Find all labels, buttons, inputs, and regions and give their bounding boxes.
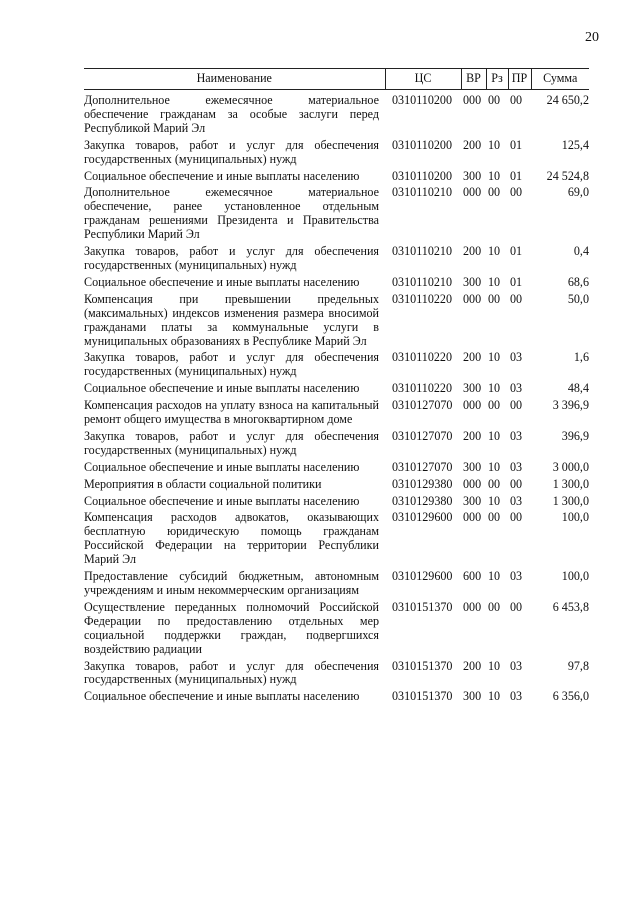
header-name: Наименование [84,69,385,90]
row-pr: 03 [510,493,523,508]
table-row [84,136,589,167]
header-vr: ВР [461,69,486,90]
row-cs: 0310151370 [392,689,453,704]
row-pr: 01 [510,274,523,289]
row-cs: 0310110200 [392,93,453,107]
row-pr: 00 [510,185,523,200]
row-name: Мероприятия в области социальной политики [84,476,322,491]
page-number: 20 [585,30,599,45]
row-pr: 01 [510,137,523,152]
row-vr: 200 [463,658,482,673]
row-rz: 10 [488,428,501,443]
row-sum: 97,8 [567,658,589,673]
row-vr: 600 [463,569,482,584]
table-row [84,348,589,379]
row-rz: 00 [488,510,501,525]
row-name: Социальное обеспечение и иные выплаты населению [84,381,360,396]
row-pr: 00 [510,398,523,413]
row-sum: 68,6 [567,274,589,289]
table-row [84,508,589,567]
row-pr: 03 [510,459,523,474]
row-cs: 0310110200 [392,168,453,183]
table-row [84,657,589,688]
row-pr: 03 [510,658,523,673]
row-pr: 00 [510,291,523,306]
budget-table [84,68,589,704]
table-row [84,396,589,427]
row-pr: 00 [510,93,523,107]
row-name: Социальное обеспечение и иные выплаты населению [84,689,360,704]
row-cs: 0310151370 [392,658,453,673]
row-name: Предоставление субсидий бюджетным, автономным учреждениям и иным некоммерческим организациям [84,569,379,597]
row-rz: 10 [488,244,501,259]
row-cs: 0310110210 [392,185,453,200]
header-rz: Рз [486,69,508,90]
table-header-row [84,69,589,90]
table-row [84,167,589,184]
row-vr: 000 [463,476,482,491]
row-name: Социальное обеспечение и иные выплаты населению [84,274,360,289]
row-sum: 125,4 [561,137,589,152]
row-sum: 3 000,0 [552,459,589,474]
row-sum: 100,0 [561,510,589,525]
table-row [84,427,589,458]
row-sum: 24 650,2 [546,93,589,107]
table-row [84,567,589,598]
row-cs: 0310110220 [392,381,453,396]
row-sum: 50,0 [567,291,589,306]
row-pr: 00 [510,510,523,525]
table-row [84,242,589,273]
row-cs: 0310127070 [392,428,453,443]
row-cs: 0310110210 [392,244,453,259]
row-sum: 48,4 [567,381,589,396]
row-rz: 10 [488,459,501,474]
row-sum: 0,4 [573,244,589,259]
table-body [84,90,589,705]
row-sum: 69,0 [567,185,589,200]
row-rz: 00 [488,93,501,107]
row-rz: 10 [488,137,501,152]
row-vr: 000 [463,599,482,614]
row-rz: 10 [488,658,501,673]
row-vr: 300 [463,459,482,474]
row-pr: 03 [510,689,523,704]
row-name: Осуществление переданных полномочий Российской Федерации по предоставлению отдельных мер социальной поддержки граждан, подвергшихся воздействию радиации [84,599,379,656]
row-rz: 00 [488,291,501,306]
table-row [84,492,589,509]
row-vr: 300 [463,493,482,508]
row-rz: 10 [488,350,501,365]
row-rz: 00 [488,398,501,413]
row-vr: 200 [463,244,482,259]
row-cs: 0310110220 [392,350,453,365]
row-pr: 03 [510,381,523,396]
table-row [84,458,589,475]
row-pr: 03 [510,569,523,584]
row-name: Компенсация расходов адвокатов, оказывающих бесплатную юридическую помощь гражданам Российской Федерации на территории Республики Марий Эл [84,510,379,567]
row-vr: 000 [463,93,482,107]
row-sum: 396,9 [561,428,589,443]
row-name: Закупка товаров, работ и услуг для обеспечения государственных (муниципальных) нужд [84,137,379,166]
row-vr: 200 [463,350,482,365]
row-cs: 0310127070 [392,459,453,474]
table-row [84,290,589,349]
row-cs: 0310127070 [392,398,453,413]
row-rz: 10 [488,381,501,396]
row-vr: 300 [463,274,482,289]
row-rz: 00 [488,476,501,491]
row-cs: 0310129600 [392,510,453,525]
row-cs: 0310110220 [392,291,453,306]
row-name: Дополнительное ежемесячное материальное обеспечение гражданам за особые заслуги перед Республикой Марий Эл [84,93,379,135]
row-sum: 3 396,9 [552,398,589,413]
row-name: Социальное обеспечение и иные выплаты населению [84,459,360,474]
table-row [84,90,589,136]
header-sum: Сумма [531,69,589,90]
table-row [84,379,589,396]
row-sum: 1,6 [573,350,589,365]
row-name: Закупка товаров, работ и услуг для обеспечения государственных (муниципальных) нужд [84,350,379,379]
row-rz: 10 [488,493,501,508]
row-rz: 10 [488,569,501,584]
row-pr: 00 [510,599,523,614]
row-sum: 1 300,0 [552,493,589,508]
row-rz: 00 [488,185,501,200]
row-pr: 03 [510,428,523,443]
row-name: Закупка товаров, работ и услуг для обеспечения государственных (муниципальных) нужд [84,244,379,272]
row-rz: 10 [488,689,501,704]
table-row [84,598,589,657]
table-row [84,183,589,242]
row-pr: 01 [510,244,523,259]
row-sum: 6 356,0 [552,689,589,704]
row-cs: 0310129380 [392,476,453,491]
row-vr: 200 [463,137,482,152]
row-name: Закупка товаров, работ и услуг для обеспечения государственных (муниципальных) нужд [84,658,379,687]
header-cs: ЦС [385,69,461,90]
row-pr: 00 [510,476,523,491]
row-vr: 200 [463,428,482,443]
row-cs: 0310151370 [392,599,453,614]
row-name: Закупка товаров, работ и услуг для обеспечения государственных (муниципальных) нужд [84,428,379,457]
row-rz: 10 [488,168,501,183]
row-vr: 000 [463,510,482,525]
table-row [84,273,589,290]
row-sum: 1 300,0 [552,476,589,491]
row-rz: 10 [488,274,501,289]
table-row [84,687,589,704]
row-sum: 24 524,8 [546,168,589,183]
row-vr: 000 [463,398,482,413]
row-vr: 300 [463,689,482,704]
row-sum: 100,0 [561,569,589,584]
row-vr: 300 [463,168,482,183]
row-sum: 6 453,8 [552,599,589,614]
row-pr: 01 [510,168,523,183]
row-vr: 000 [463,185,482,200]
row-cs: 0310129600 [392,569,453,584]
row-cs: 0310129380 [392,493,453,508]
row-rz: 00 [488,599,501,614]
row-cs: 0310110200 [392,137,453,152]
row-pr: 03 [510,350,523,365]
row-vr: 000 [463,291,482,306]
row-name: Компенсация расходов на уплату взноса на капитальный ремонт общего имущества в многоквартирном доме [84,398,379,427]
row-name: Социальное обеспечение и иные выплаты населению [84,493,360,508]
row-cs: 0310110210 [392,274,453,289]
row-name: Социальное обеспечение и иные выплаты населению [84,168,360,183]
row-vr: 300 [463,381,482,396]
header-pr: ПР [508,69,531,90]
row-name: Дополнительное ежемесячное материальное обеспечение, ранее установленное отдельным гражданам решениями Президента и Правительства Республики Марий Эл [84,185,379,242]
table-row [84,475,589,492]
row-name: Компенсация при превышении предельных (максимальных) индексов изменения размера вносимой гражданами платы за коммунальные услуги в муниципальных образованиях в Республике Марий Эл [84,291,379,348]
